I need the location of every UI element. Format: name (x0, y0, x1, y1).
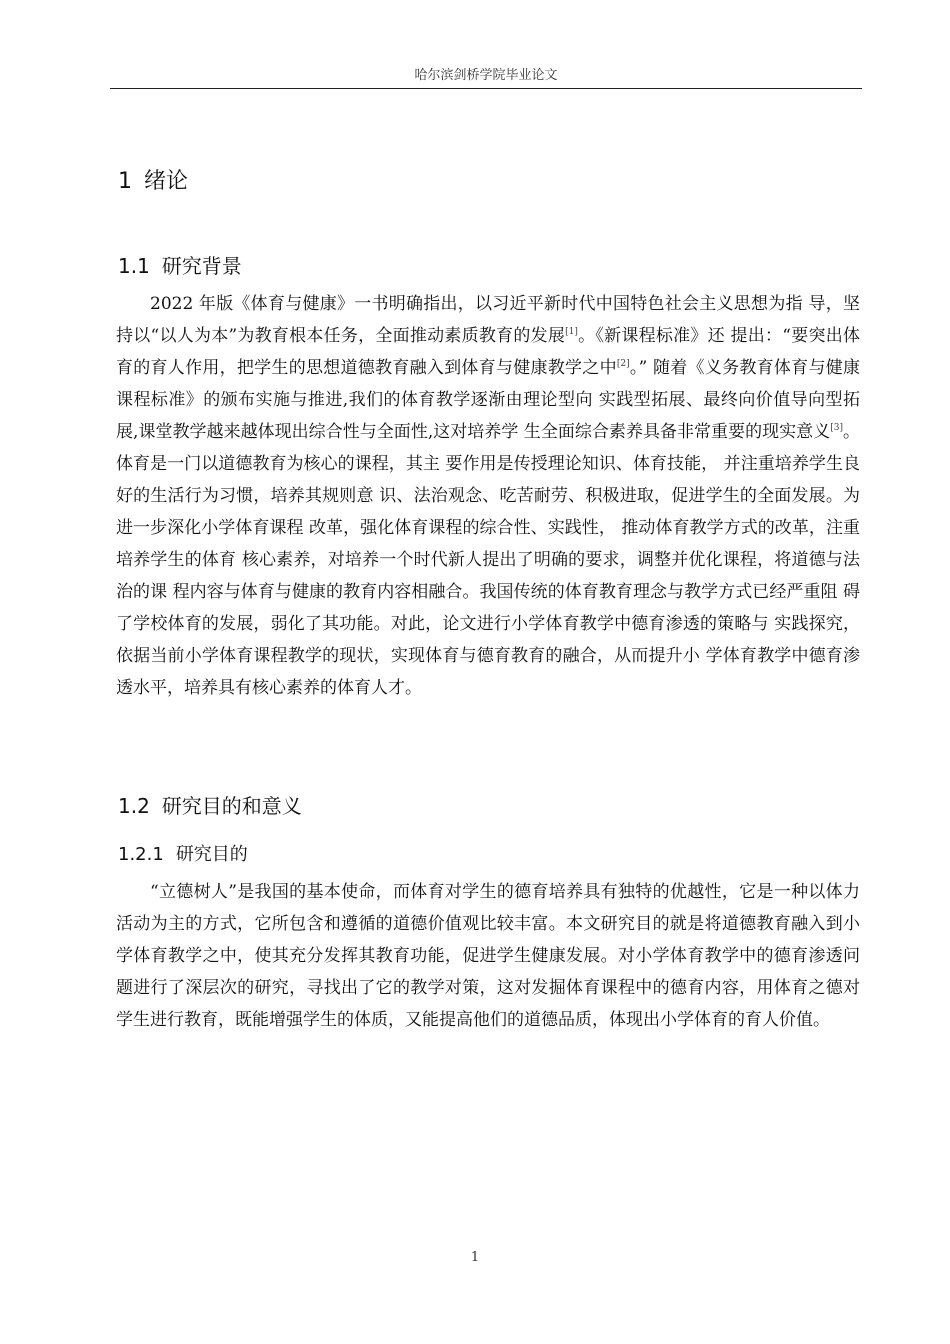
paragraph-text: 。体育是一门以道德教育为核心的课程，其主 要作用是传授理论知识、体育技能， 并注重培养学生良好的生活行为习惯，培养其规则意 识、法治观念、吃苦耐劳、积极进取，促进学生的全面发展。为进一步深化小学体育课程 改革，强化体育课程的综合性、实践性， 推动体育教学方式的改革，注重培养学生的体育 核心素养，对培养一个时代新人提出了明确的要求，调整并优化课程，将道德与法治的课 程内容与体育与健康的教育内容相融合。我国传统的体育教育理念与教学方式已经严重阻 碍了学校体育的发展，弱化了其功能。对此，论文进行小学体育教学中德育渗透的策略与 实践探究，依据当前小学体育课程教学的现状，实现体育与德育教育的融合，从而提升小 学体育教学中德育渗透水平，培养具有核心素养的体育人才。 (116, 422, 860, 698)
section-number: 1.2 (118, 794, 150, 818)
subsection-heading-1-2-1 (118, 840, 248, 866)
paragraph-text: 2022 年版《体育与健康》一书明确指出，以习近平新时代中国特色社会主义思想为指 导，坚持以“以人为本”为教育根本任务，全面推动素质教育的发展 (116, 294, 860, 346)
subsection-title: 研究目的 (175, 844, 248, 865)
chapter-title: 绪论 (144, 169, 189, 194)
section-title: 研究目的和意义 (161, 794, 302, 818)
citation-3: [3] (830, 423, 843, 433)
subsection-number: 1.2.1 (118, 844, 164, 865)
section-title: 研究背景 (161, 254, 242, 278)
citation-2: [2] (616, 359, 630, 369)
purpose-paragraph: “立德树人”是我国的基本使命，而体育对学生的德育培养具有独特的优越性，它是一种以体力活动为主的方式，它所包含和遵循的道德价值观比较丰富。本文研究目的就是将道德教育融入到小学体育教学之中，使其充分发挥其教育功能，促进学生健康发展。对小学体育教学中的德育渗透问题进行了深层次的研究，寻找出了它的教学对策，这对发掘体育课程中的德育内容，用体育之德对学生进行教育，既能增强学生的体质，又能提高他们的道德品质，体现出小学体育的育人价值。 (116, 882, 860, 1030)
running-header: 哈尔滨剑桥学院毕业论文 (414, 68, 558, 83)
section-heading-1-2 (118, 790, 302, 819)
chapter-number: 1 (118, 169, 132, 194)
page-number: 1 (470, 1250, 480, 1265)
section-number: 1.1 (118, 254, 150, 278)
paragraph-text: 。” 随着《义务教育体育与健康课程标准》的颁布实施与推进,我们的体育教学逐渐由理论型向 实践型拓展、最终向价值导向型拓展,课堂教学越来越体现出综合性与全面性,这对培养学 生全面综合素养具备非常重要的现实意义 (116, 358, 860, 442)
section-heading-1-1 (118, 250, 242, 279)
header-rule (110, 88, 862, 89)
citation-1: [1] (565, 327, 578, 337)
chapter-heading (118, 164, 188, 195)
paragraph-text: 。《新课程标准》还 提出：“要突出体育的育人作用，把学生的思想道德教育融入到体育与健康教学之中 (116, 326, 860, 378)
background-paragraph (116, 288, 860, 704)
